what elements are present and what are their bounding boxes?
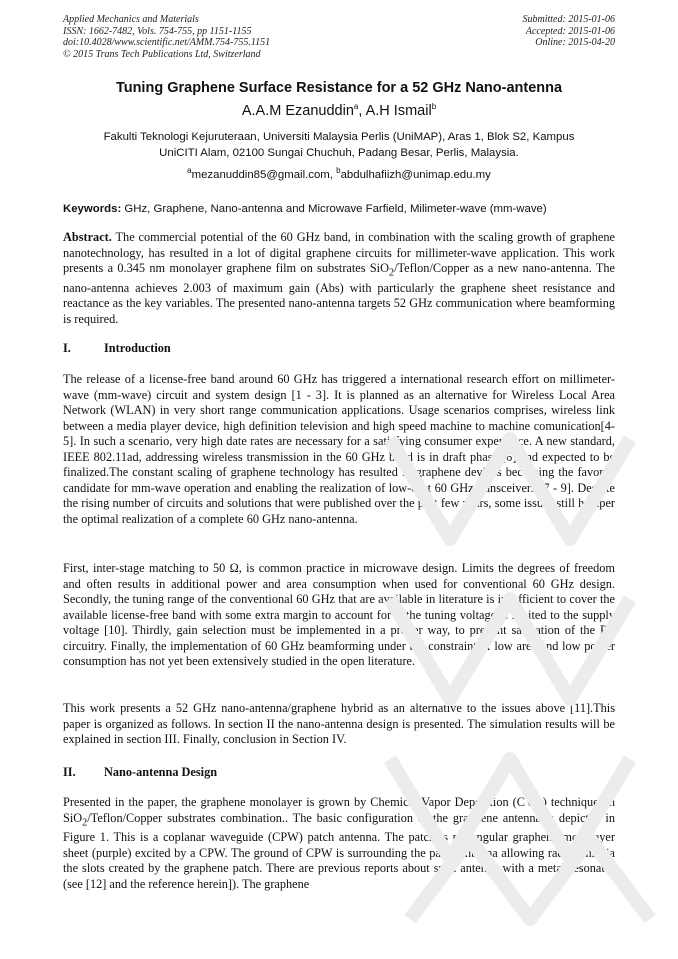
author-2-sup: b bbox=[431, 102, 437, 111]
doi-link[interactable]: doi:10.4028/www.scientific.net/AMM.754-755.1151 bbox=[63, 37, 271, 48]
paragraph-text-1: Presented in the paper, the graphene monolayer is grown by Chemical Vapor Deposition (CVD) technique on SiO bbox=[63, 795, 615, 825]
keywords bbox=[63, 203, 615, 215]
paragraph: The release of a license-free band around 60 GHz has triggered a international research effort on millimeter-wave (mm-wave) circuit and system design [1 - 3]. It is planned as an alternative for Wireless Local Area Network (WLAN) in very short range communication applications. Usage scenarios comprises, wireless link between a media player device, high definition television and high speed machine to machine comunication[4-5]. In such a scenario, very high date rates are necessary for a satisfying consumer experience. A new standard, IEEE 802.11ad, addressing wireless transmission in the 60 GHz band is in draft phase [6] and expected to be finalized.The constant scaling of graphene technology has resulted in graphene devices becoming the favored candidate for mm-wave operation and enabling the realization of low-cost 60 GHz transceivers [7 - 9]. Despite the rising number of circuits and solutions that were published over the past few years, some issues still hamper the optimal realization of a complete 60 GHz nano-antenna. bbox=[63, 372, 615, 526]
email-separator: , bbox=[329, 168, 337, 181]
paragraph-subscript: 2 bbox=[82, 816, 88, 828]
abstract-label: Abstract. bbox=[63, 230, 112, 244]
accepted-date: Accepted: 2015-01-06 bbox=[525, 25, 615, 37]
paragraph: First, inter-stage matching to 50 Ω, is common practice in microwave design. Limits the degrees of freedom and often results in additional power and area consumption when used for conventional 60 GHz design. Secondly, the tuning range of the conventional 60 GHz that are available in literature is insufficient to cover the available license-free band with some extra margin to account for if the tuning voltage is limited to the supply voltage [10]. Thirdly, gain selection must be implemented in a proper way, to prevent saturation of the RF circuitry. Finally, the implementation of 60 GHz beamforming under the constraint of low area and low power consumption has not yet been extensively studied in the open literature. bbox=[63, 561, 615, 668]
keywords-label: Keywords: bbox=[63, 203, 122, 215]
section-number: I. bbox=[63, 341, 71, 355]
section-title: Nano-antenna Design bbox=[104, 765, 218, 779]
author-1-sup: a bbox=[353, 102, 359, 111]
online-date: Online: 2015-04-20 bbox=[535, 37, 615, 48]
email-b-sup: b bbox=[336, 166, 341, 175]
abstract-text-2: /Teflon/Copper as a new nano-antenna. The nano-antenna achieves 2.003 of maximum gain (Abs) with particularly the graphene sheet resistance and reactance as the key variables. The presented nano-antenna targets 52 GHz communication where beamforming is required. bbox=[63, 261, 615, 326]
abstract-text-1: The commercial potential of the 60 GHz band, in combination with the scaling growth of graphene nanotechnology, has resulted in a lot of digital graphene circuits for millimeter-wave application. This work presents a 0.345 nm monolayer graphene film on substrates SiO bbox=[63, 230, 615, 275]
email-a[interactable]: mezanuddin85@gmail.com bbox=[191, 168, 330, 181]
issn-line: ISSN: 1662-7482, Vols. 754-755, pp 1151-1155 bbox=[63, 25, 252, 37]
paragraph-text-2: /Teflon/Copper substrates combination.. The basic configuration of the graphene antenna is depicted in Figure 1. This is a coplanar waveguide (CPW) patch antenna. The patch is rectangular graphene monolayer sheet (purple) excited by a CPW. The ground of CPW is surrounding the patch antenna allowing radiations via the slots created by the graphene patch. There are previous reports about such antenna with a metal resonator (see [12] and the reference herein]). The graphene bbox=[63, 810, 615, 891]
author-list bbox=[63, 102, 615, 119]
author-separator: , bbox=[358, 102, 366, 119]
abstract-subscript: 2 bbox=[388, 267, 395, 279]
section-heading-nano-antenna-design bbox=[63, 765, 615, 780]
author-emails bbox=[63, 166, 615, 181]
section-title: Introduction bbox=[104, 341, 171, 355]
affiliation-line-2: UniCITI Alam, 02100 Sungai Chuchuh, Padang Besar, Perlis, Malaysia. bbox=[159, 147, 519, 159]
affiliation-line-1: Fakulti Teknologi Kejuruteraan, Universiti Malaysia Perlis (UniMAP), Aras 1, Blok S2, Kampus bbox=[103, 131, 575, 143]
section-number: II. bbox=[63, 765, 76, 779]
author-1: A.A.M Ezanuddin bbox=[241, 102, 354, 119]
abstract bbox=[63, 230, 615, 327]
journal-header bbox=[63, 14, 615, 60]
paragraph bbox=[63, 795, 615, 892]
paragraph: This work presents a 52 GHz nano-antenna/graphene hybrid as an alternative to the issues above [11].This paper is organized as follows. In section II the nano-antenna design is presented. The simulation results will be explained in section III. Finally, conclusion in Section IV. bbox=[63, 701, 615, 746]
email-b[interactable]: abdulhafiizh@unimap.edu.my bbox=[340, 168, 491, 181]
header-right bbox=[523, 14, 616, 60]
author-2: A.H Ismail bbox=[365, 102, 432, 119]
keywords-text: GHz, Graphene, Nano-antenna and Microwave Farfield, Milimeter-wave (mm-wave) bbox=[121, 203, 547, 215]
submitted-date: Submitted: 2015-01-06 bbox=[522, 14, 615, 25]
paper-title: Tuning Graphene Surface Resistance for a 52 GHz Nano-antenna bbox=[115, 80, 563, 96]
section-heading-introduction bbox=[63, 341, 615, 356]
email-a-sup: a bbox=[187, 166, 192, 175]
copyright-line: © 2015 Trans Tech Publications Ltd, Switzerland bbox=[63, 48, 261, 60]
affiliation bbox=[63, 129, 615, 161]
header-left bbox=[63, 14, 270, 60]
journal-name: Applied Mechanics and Materials bbox=[63, 14, 199, 25]
